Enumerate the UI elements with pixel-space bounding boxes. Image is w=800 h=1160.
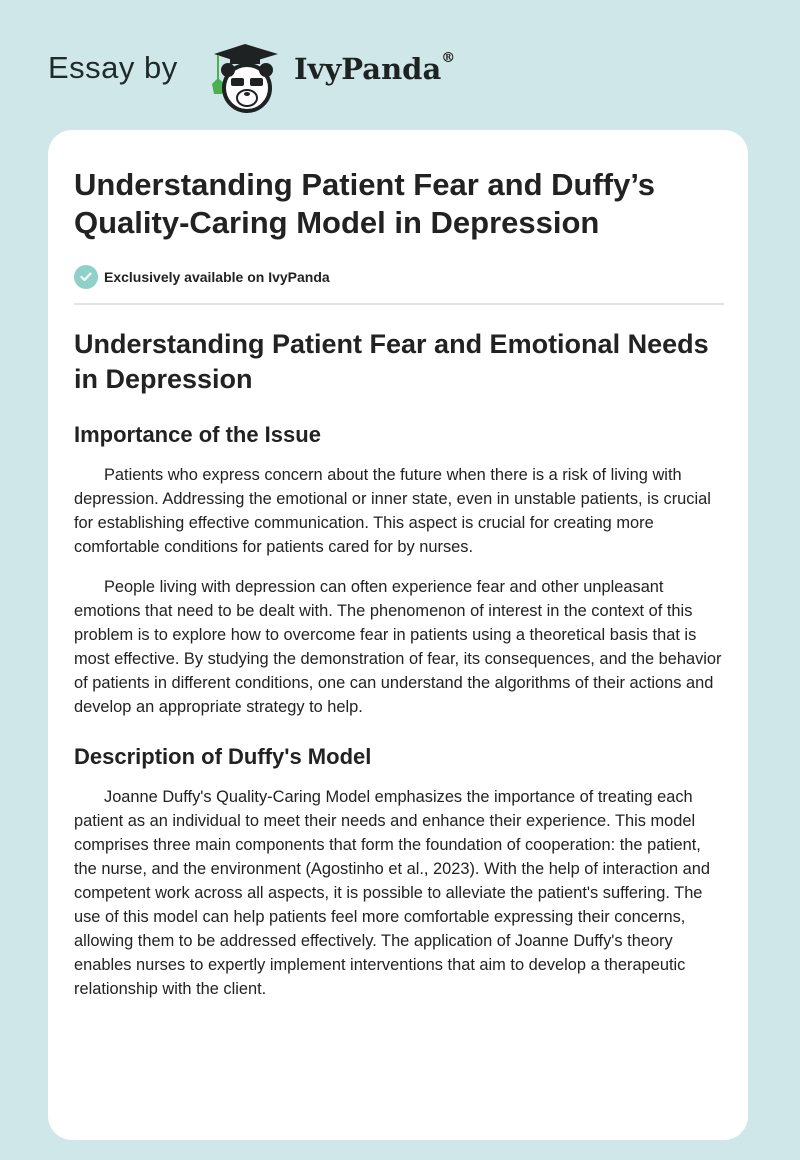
registered-mark: ® bbox=[441, 50, 456, 66]
subsection-heading-duffy-model: Description of Duffy's Model bbox=[74, 744, 372, 769]
essay-title: Understanding Patient Fear and Duffy’s Quality-Caring Model in Depression bbox=[74, 167, 656, 240]
panda-logo-icon[interactable] bbox=[200, 44, 290, 114]
paragraph: People living with depression can often experience fear and other unpleasant emotions that need to be dealt with. The phenomenon of interest in the context of this problem is to explore how to overcome fear in patients using a theoretical basis that is most effective. By studying the demonstration of fear, its consequences, and the behavior of patients in different conditions, one can understand the algorithms of their actions and develop an appropriate strategy to help. bbox=[74, 578, 722, 716]
essay-card bbox=[48, 130, 748, 1140]
check-icon bbox=[74, 265, 98, 289]
subsection-heading-importance: Importance of the Issue bbox=[74, 422, 321, 447]
exclusive-badge-text: Exclusively available on IvyPanda bbox=[104, 269, 330, 285]
divider bbox=[74, 303, 724, 305]
brand-name[interactable] bbox=[294, 52, 455, 86]
brand-text: IvyPanda bbox=[294, 52, 442, 86]
paragraph: Patients who express concern about the future when there is a risk of living with depression. Addressing the emotional or inner state, even in unstable patients, is crucial for establishing effective communication. This aspect is crucial for creating more comfortable conditions for patients cared for by nurses. bbox=[74, 466, 711, 556]
exclusive-badge bbox=[74, 264, 724, 290]
essay-content bbox=[74, 166, 724, 1001]
site-header bbox=[0, 30, 800, 110]
section-heading: Understanding Patient Fear and Emotional Needs in Depression bbox=[74, 329, 709, 394]
essay-by-label: Essay by bbox=[48, 50, 178, 85]
paragraph: Joanne Duffy's Quality-Caring Model emphasizes the importance of treating each patient as an individual to meet their needs and enhance their experience. This model comprises three main components that form the foundation of cooperation: the patient, the nurse, and the environment (Agostinho et al., 2023). With the help of interaction and competent work across all aspects, it is possible to alleviate the patient's suffering. The use of this model can help patients feel more comfortable expressing their concerns, allowing them to be addressed effectively. The application of Joanne Duffy's theory enables nurses to expertly implement interventions that aim to develop a therapeutic relationship with the client. bbox=[74, 788, 710, 998]
